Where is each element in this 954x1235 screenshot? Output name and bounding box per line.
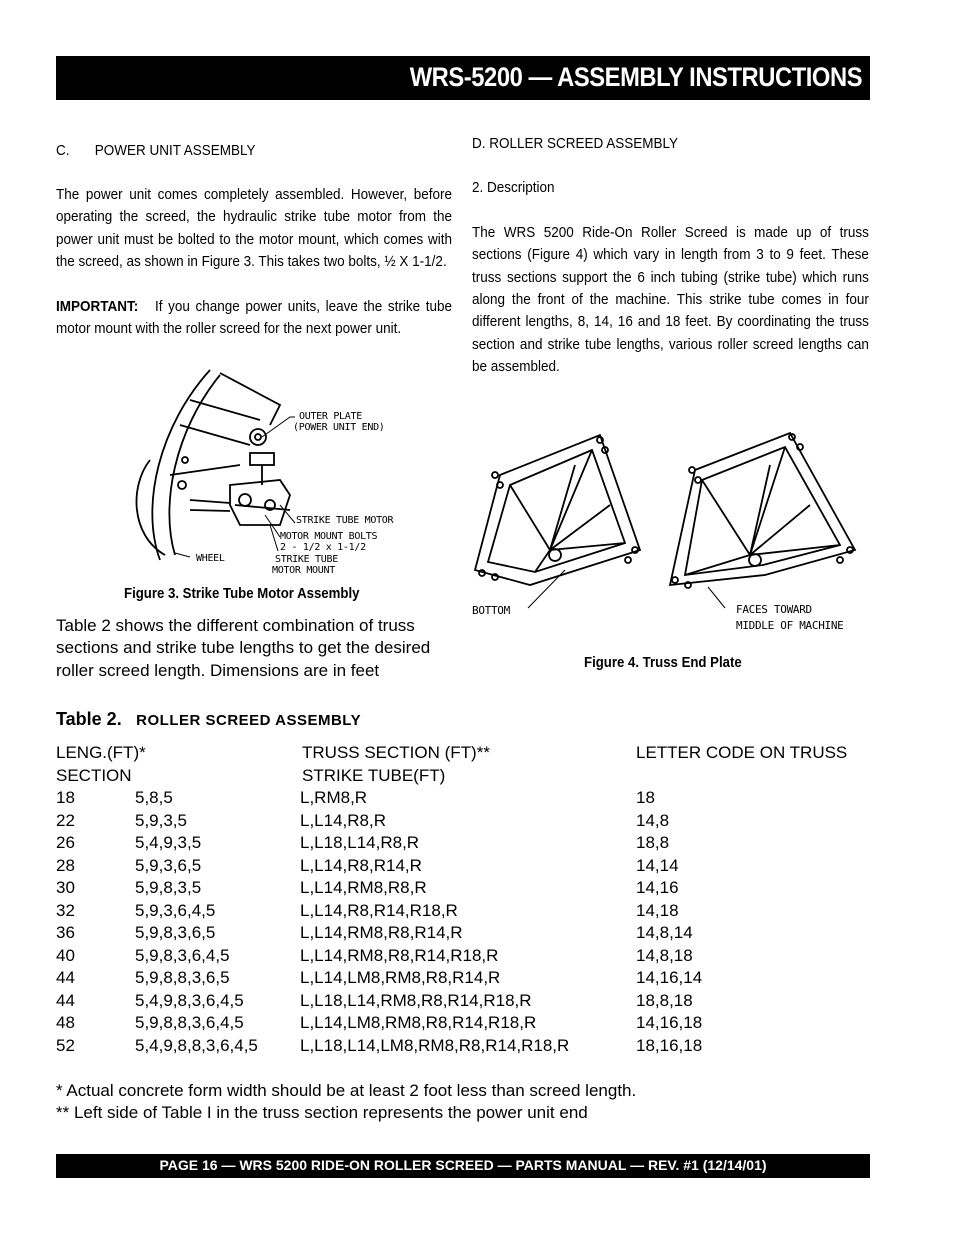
- table-cell: L,RM8,R: [300, 788, 368, 807]
- table-cell: L,L18,L14,LM8,RM8,R8,R14,R18,R: [300, 1035, 570, 1055]
- table-cell: 5,4,9,3,5: [135, 833, 202, 852]
- figure-3-caption: Figure 3. Strike Tube Motor Assembly: [124, 585, 360, 602]
- table-cell: L,L14,R8,R14,R: [300, 855, 422, 875]
- table-cell: 5,9,8,3,5: [135, 878, 202, 897]
- table-cell: 18: [636, 788, 655, 807]
- table-cell: 40: [56, 945, 75, 965]
- label-motor-mount-bolts: MOTOR MOUNT BOLTS: [280, 531, 378, 542]
- subsection-description: 2. Description: [472, 179, 555, 197]
- table-cell: 5,4,9,8,8,3,6,4,5: [135, 1035, 258, 1055]
- footnote-2: ** Left side of Table I in the truss section represents the power unit end: [56, 1103, 588, 1122]
- label-strike-tube-motor: STRIKE TUBE MOTOR: [296, 515, 394, 526]
- table-cell: 5,9,8,3,6,4,5: [135, 945, 230, 965]
- table-body: [56, 787, 870, 1057]
- table-cell: L,L14,R8,R14,R18,R: [300, 900, 458, 920]
- table-cell: 5,9,8,8,3,6,4,5: [135, 1013, 244, 1032]
- wheel-outline: [152, 370, 210, 560]
- table-cell: 14,8,18: [636, 945, 693, 965]
- table-cell: 5,8,5: [135, 788, 173, 807]
- table-cell: 5,4,9,8,3,6,4,5: [135, 990, 244, 1010]
- table-cell: 14,18: [636, 900, 679, 920]
- table-cell: 18,8,18: [636, 990, 693, 1010]
- left-column: [56, 140, 452, 362]
- table-cell: 18,8: [636, 833, 670, 852]
- table-cell: L,L14,R8,R: [300, 810, 386, 830]
- table-cell: 48: [56, 1013, 75, 1032]
- label-strike-tube: STRIKE TUBE: [275, 554, 338, 565]
- label-power-unit-end: (POWER UNIT END): [293, 422, 385, 433]
- table-cell: 22: [56, 810, 75, 830]
- table-cell: 14,14: [636, 855, 679, 875]
- power-unit-paragraph: The power unit comes completely assembled. However, before operating the screed, the hydraulic strike tube motor from the power unit must be bolted to the motor mount, which comes with the screed, as shown in Figure 3. This takes two bolts, ½ X 1-1/2.: [56, 186, 452, 271]
- section-d-heading: D. ROLLER SCREED ASSEMBLY: [472, 135, 679, 152]
- table-intro-paragraph: Table 2 shows the different combination of truss sections and strike tube lengths to get the desired roller screed length. Dimensions are in feet: [56, 616, 431, 680]
- table-cell: 52: [56, 1035, 75, 1055]
- left-truss-plate: [475, 435, 640, 585]
- section-c-letter: C.: [56, 142, 70, 159]
- table-cell: 14,8: [636, 810, 670, 830]
- table-cell: 5,9,3,6,5: [135, 855, 202, 875]
- figure-4-caption: Figure 4. Truss End Plate: [584, 654, 742, 671]
- header-col2-line2: STRIKE TUBE(FT): [302, 766, 446, 785]
- table-cell: 5,9,3,5: [135, 810, 187, 830]
- section-c-heading: [56, 140, 452, 162]
- table-title: ROLLER SCREED ASSEMBLY: [136, 712, 362, 729]
- figure-4-drawing: [470, 425, 865, 610]
- header-col1-line2: SECTION: [56, 766, 132, 785]
- header-col2-line1: TRUSS SECTION (FT)**: [302, 743, 490, 762]
- page-title: WRS-5200 — ASSEMBLY INSTRUCTIONS: [409, 62, 862, 92]
- header-bar: [56, 56, 870, 100]
- label-outer-plate: OUTER PLATE: [299, 411, 362, 422]
- label-motor-mount: MOTOR MOUNT: [272, 565, 335, 576]
- table-cell: 36: [56, 923, 75, 942]
- header-col3-line1: LETTER CODE ON TRUSS: [636, 743, 848, 762]
- table-cell: 26: [56, 833, 75, 852]
- table-cell: 14,16,18: [636, 1013, 703, 1032]
- table-cell: 18: [56, 788, 75, 807]
- table-cell: 18,16,18: [636, 1035, 703, 1055]
- table-cell: L,L14,RM8,R8,R: [300, 878, 427, 897]
- table-cell: L,L18,L14,RM8,R8,R14,R18,R: [300, 990, 532, 1010]
- header-col1-line1: LENG.(FT)*: [56, 743, 146, 762]
- table-cell: 32: [56, 900, 75, 920]
- table-cell: 44: [56, 990, 75, 1010]
- label-middle-of-machine: MIDDLE OF MACHINE: [736, 619, 844, 632]
- figure-3-drawing: [120, 365, 420, 580]
- important-text: If you change power units, leave the strike tube motor mount with the roller screed for the next power unit.: [56, 297, 452, 338]
- table-cell: L,L14,LM8,RM8,R8,R14,R: [300, 968, 501, 987]
- label-wheel: WHEEL: [196, 553, 225, 564]
- table-cell: 5,9,3,6,4,5: [135, 900, 216, 920]
- right-column: [472, 133, 869, 379]
- label-bolt-size: 2 - 1/2 x 1-1/2: [280, 542, 366, 553]
- important-label: IMPORTANT:: [56, 297, 139, 315]
- table-cell: 30: [56, 878, 75, 897]
- table-cell: L,L14,RM8,R8,R14,R18,R: [300, 945, 499, 965]
- table-cell: L,L14,RM8,R8,R14,R: [300, 923, 463, 942]
- table-heading: [56, 709, 361, 730]
- label-bottom: BOTTOM: [472, 604, 510, 617]
- footnote-1: * Actual concrete form width should be at least 2 foot less than screed length.: [56, 1081, 637, 1100]
- table-cell: 14,16,14: [636, 968, 703, 987]
- table-cell: 28: [56, 855, 75, 875]
- table-cell: L,L14,LM8,RM8,R8,R14,R18,R: [300, 1013, 537, 1032]
- table-cell: 5,9,8,8,3,6,5: [135, 968, 230, 987]
- section-c-title: POWER UNIT ASSEMBLY: [94, 142, 256, 159]
- footer-bar: [56, 1154, 870, 1178]
- footer-text: PAGE 16 — WRS 5200 RIDE-ON ROLLER SCREED — PARTS MANUAL — REV. #1 (12/14/01): [159, 1157, 767, 1173]
- table-cell: 14,16: [636, 878, 679, 897]
- table-cell: L,L18,L14,R8,R: [300, 833, 420, 852]
- important-paragraph: [56, 296, 452, 341]
- table-header: [56, 742, 870, 788]
- table-label: Table 2.: [56, 709, 122, 729]
- table-cell: 14,8,14: [636, 923, 693, 942]
- label-faces-toward: FACES TOWARD: [736, 603, 812, 616]
- description-paragraph: The WRS 5200 Ride-On Roller Screed is made up of truss sections (Figure 4) which vary in length from 3 to 9 feet. These truss sections support the 6 inch tubing (strike tube) which runs along the front of the machine. This strike tube comes in four different lengths, 8, 14, 16 and 18 feet. By coordinating the truss section and strike tube lengths, various roller screed lengths can be assembled.: [472, 223, 869, 376]
- table-cell: 5,9,8,3,6,5: [135, 923, 216, 942]
- table-cell: 44: [56, 968, 75, 987]
